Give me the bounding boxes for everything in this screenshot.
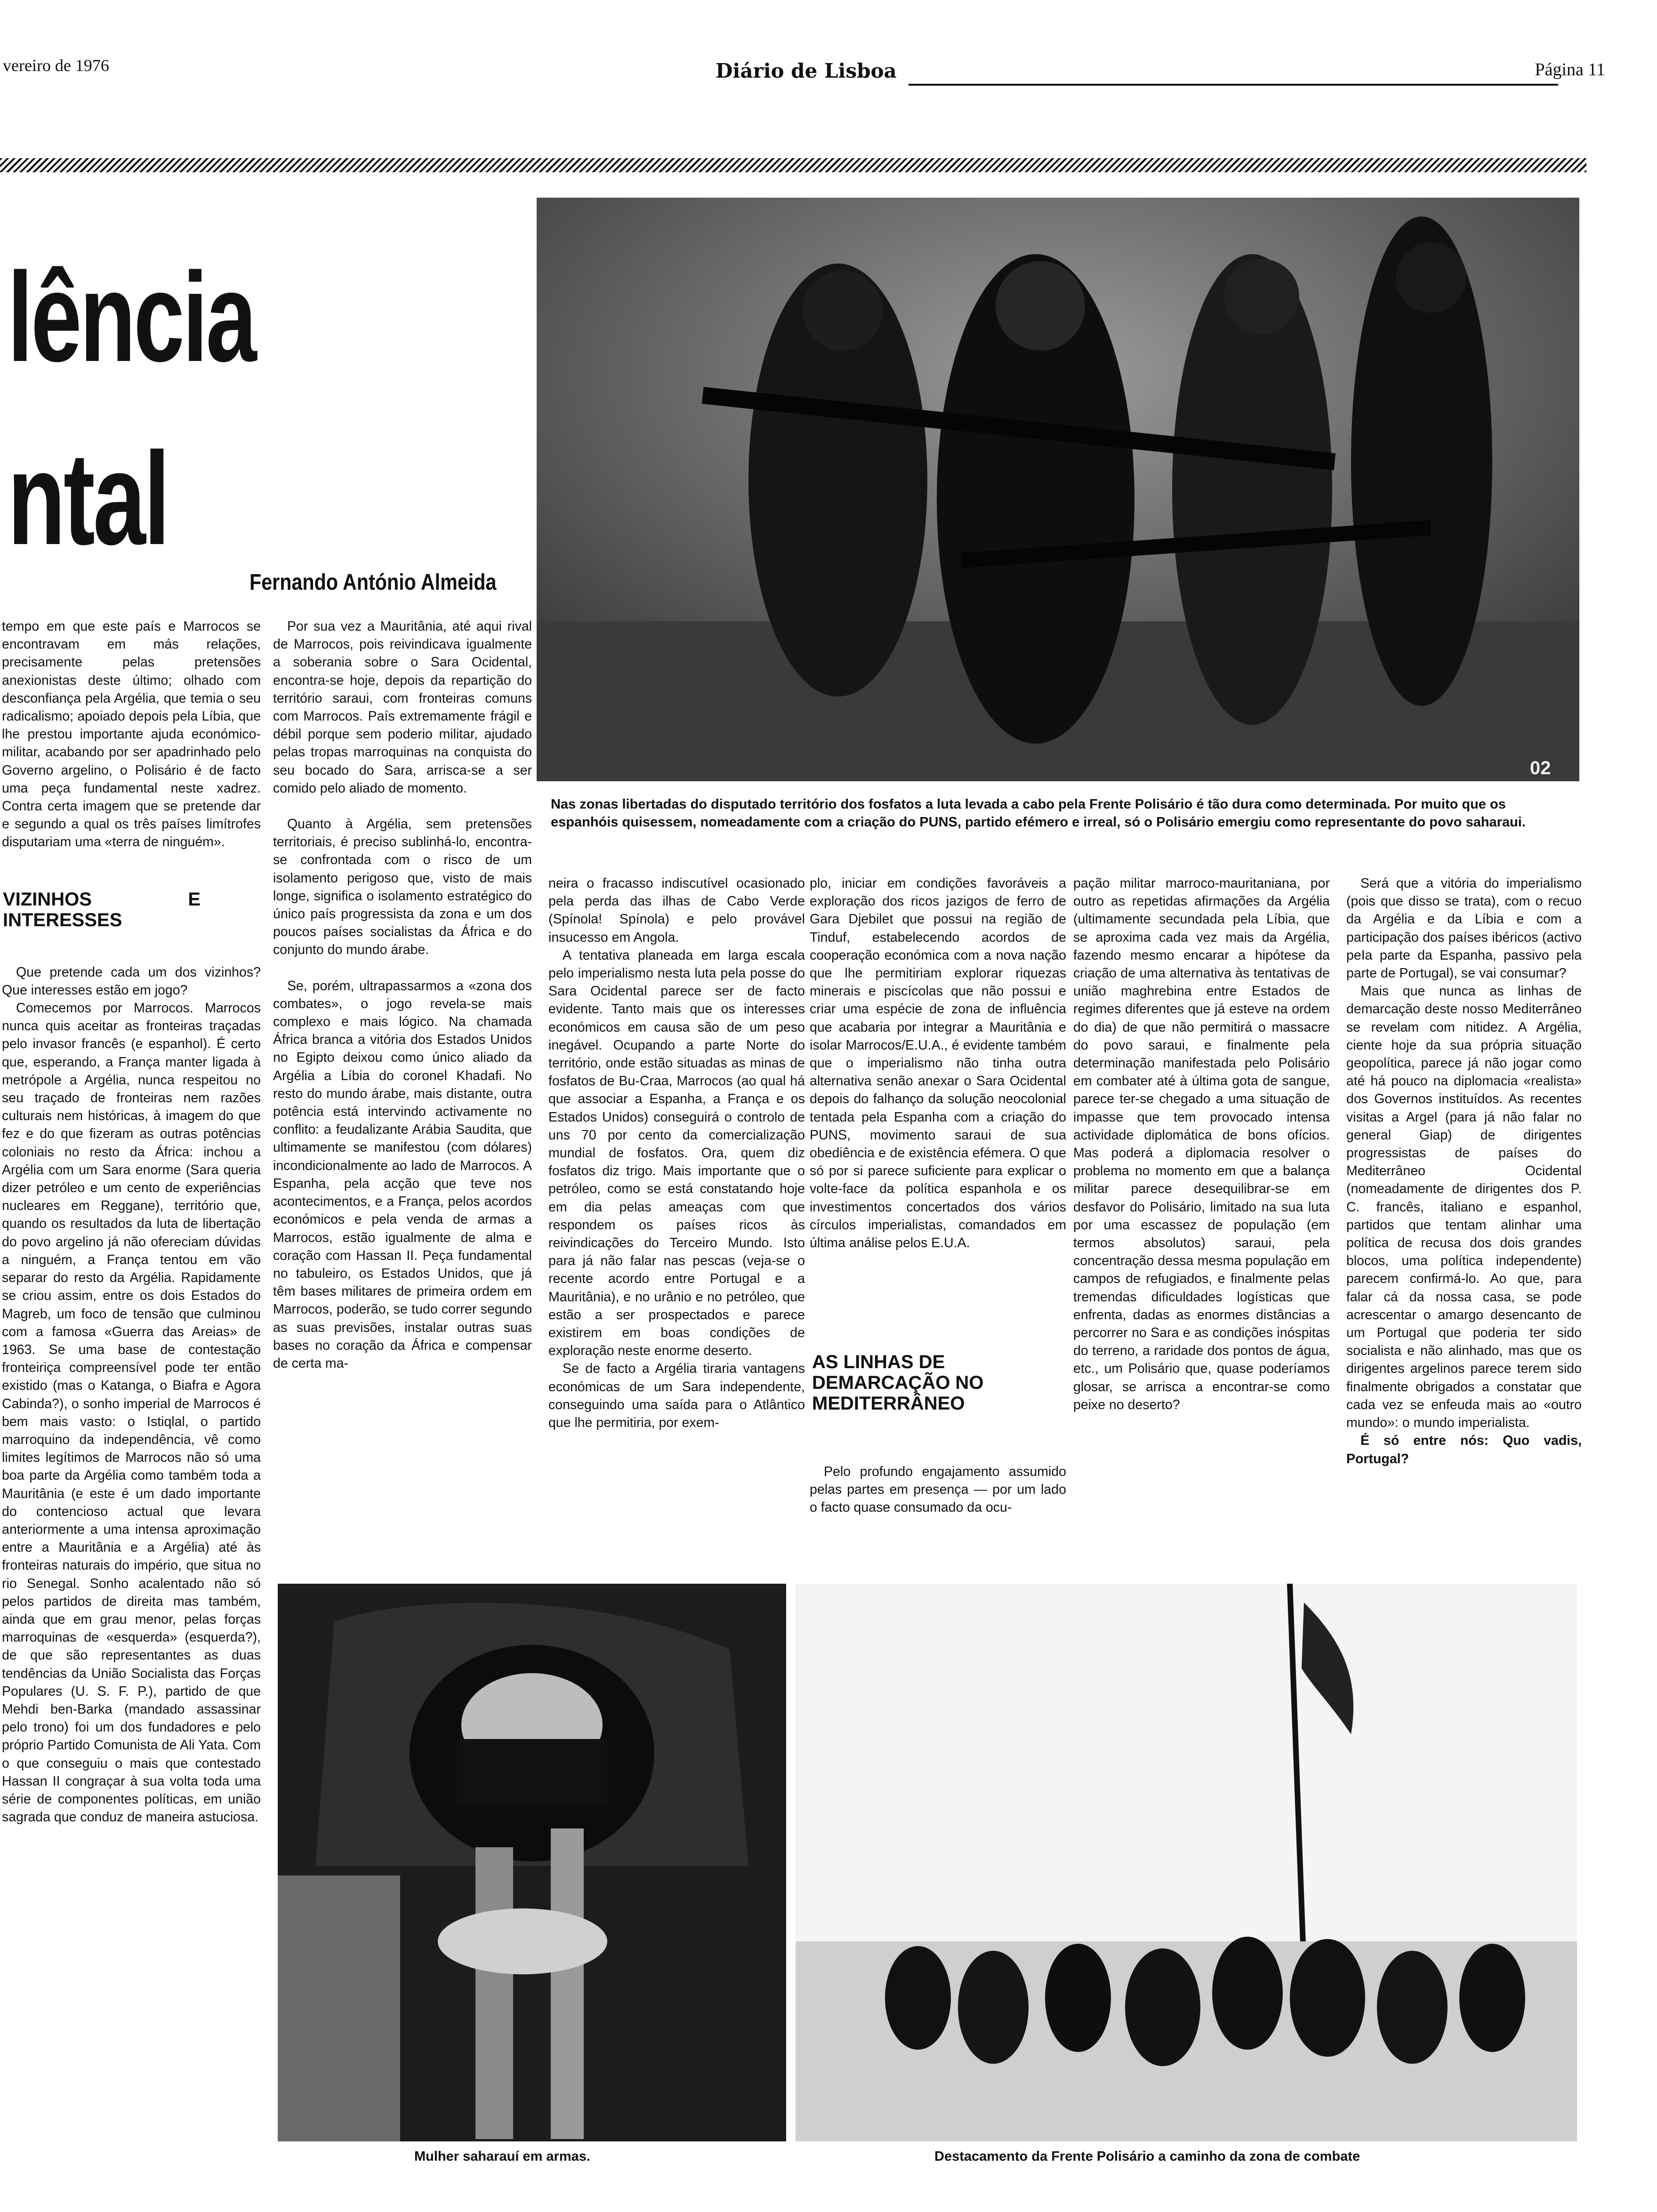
headline-line-2: ntal — [8, 425, 169, 572]
paragraph: Será que a vitória do imperialismo (pois que disso se trata), com o recuo da Argélia e da Líbia e com a participação dos países ibéricos (activo peIa parte da Espanha, passivo pela parte de Portugal), se vai consumar? — [1346, 876, 1582, 981]
text-column-6 — [1346, 874, 1582, 1590]
paragraph: Mais que nunca as linhas de demarcação deste nosso Mediterrâneo se revelam com nitidez. A Argélia, ciente hoje da sua própria situação geopolítica, parece já não jogar como até há pouco na diplomacia «realista» dos Governos instituídos. As recentes visitas a Argel (para já não falar no general Giap) de dirigentes progressistas de países do Mediterrâneo Ocidental (nomeadamente de dirigentes dos P. C. francês, italiano e espanhol, partidos que tentam alinhar uma política de recusa dos dois grandes blocos, uma política independente) parecem confirmá-lo. Ao que, para falar cá da nossa casa, se pode acrescentar o amargo desencanto de um Portugal que poderia ter sido socialista e não alinhado, mas que os dirigentes argelinos parece terem sido finalmente obrigados a constatar que cada vez se enfeuda mais ao «outro mundo»: o mundo imperialista. — [1346, 984, 1582, 1431]
text-column-4 — [810, 874, 1066, 1265]
paragraph: Que pretende cada um dos vizinhos? Que interesses estão em jogo? — [2, 964, 261, 998]
photo-fighters — [537, 198, 1579, 781]
paragraph: Comecemos por Marrocos. Marrocos nunca quis aceitar as fronteiras traçadas pelo invasor francês (e espanhol). É certo que, esperando, a França manter ligada à metrópole a Argélia, nunca respeitou no seu traçado de fronteiras nem razões culturais nem históricas, à imagem do que fez e do que fizeram as outras potências coloniais no resto da África: inchou a Argélia com um Sara enorme (Sara queria dizer petróleo e um cento de experiências nucleares em Reggane), território que, quando os resultados da luta de libertação do povo argelino já não ofereciam dúvidas a ninguém, a França tentou em vão separar do resto da Argélia. Rapidamente se criou assim, entre os dois Estados do Magreb, um foco de tensão que culminou com a famosa «Guerra das Areias» de 1963. Se uma base de contestação fronteiriça compreensível pode ter então existido (mas o Katanga, o Biafra e Agora Cabinda?), o sonho imperial de Marrocos é bem mais vasto: o Istiqlal, o partido marroquino da independência, vê como limites legítimos de Marrocos não só uma boa parte da Argélia como também toda a Mauritânia (e este é um dado importante do contencioso actual que levara anteriormente a uma intensa aproximação entre a Mauritânia e a Argélia) até às fronteiras naturais do império, que situa no rio Senegal. Sonho acalentado não só pelos partidos de direita mas também, ainda que em grau menor, pelas forças marroquinas de «esquerda» (esquerda?), de que são representantes as duas tendências da União Socialista das Forças Populares (U. S. F. P.), partido de que Mehdi ben-Barka (mandado assassinar pelo trono) foi um dos fundadores e pelo próprio Partido Comunista de Ali Yata. Com o que conseguiu o mais que contestado Hassan II congraçar à sua volta toda uma série de componentes políticas, em união sagrada que conduz de maneira astuciosa. — [2, 1001, 261, 1825]
paragraph: Se, porém, ultrapassarmos a «zona dos combates», o jogo revela-se mais complexo e mais lógico. Na chamada África branca a vitória dos Estados Unidos no Egipto deixou como único aliado da Argélia a Líbia do coronel Khadafi. No resto do mundo árabe, mais distante, outra potência está intervindo activamente no conflito: a feudalizante Arábia Saudita, que ultimamente se manifestou (com dólares) incondicionalmente ao lado de Marrocos. A Espanha, pela acção que teve nos acontecimentos, e a França, pelos acordos económicos e pela venda de armas a Marrocos, estão igualmente de alma e coração com Hassan II. Peça fundamental no tabuleiro, os Estados Unidos, que já têm bases militares de primeira ordem em Marrocos, poderão, se tudo correr segundo as suas previsões, instalar outras suas bases no coração da África e compensar de certa ma- — [273, 978, 532, 1371]
headline-line-1: lência — [8, 247, 255, 388]
paragraph: tempo em que este país e Marrocos se encontravam em más relações, precisamente pelas pretensões anexionistas deste último; olhado com desconfiança pela Argélia, que temia o seu radicalismo; apoiado depois pela Líbia, que lhe prestou importante ajuda económico-militar, acabando por ser apadrinhado pelo Governo argelino, o Polisário é de facto uma peça fundamental neste xadrez. Contra certa imagem que se pretende dar e segundo a qual os três países limítrofes disputariam uma «terra de ninguém». — [2, 619, 261, 850]
paragraph: Quanto à Argélia, sem pretensões territoriais, é preciso sublinhá-lo, encontra-se confrontada com o risco de um isolamento perigoso que, visto de mais longe, significa o isolamento estratégico do único país progressista da zona e um dos poucos países socialistas da África e do conjunto do mundo árabe. — [273, 817, 532, 958]
paragraph: Pelo profundo engajamento assumido pelas partes em presença — por um lado o facto quase consumado da ocu- — [810, 1464, 1066, 1515]
paragraph: Por sua vez a Mauritânia, até aqui rival de Marrocos, pois reivindicava igualmente a soberania sobre o Sara Ocidental, encontra-se hoje, depois da repartição do território saraui, com fronteiras comuns com Marrocos. País extremamente frágil e débil porque sem poderio militar, ajudado pelas tropas marroquinas na conquista do seu bocado do Sara, arrisca-se a ser comido pelo aliado de momento. — [273, 619, 532, 796]
caption-top-photo: Nas zonas libertadas do disputado território dos fosfatos a luta levada a cabo pela Frente Polisário é tão dura como determinada. Por muito que os espanhóis quisessem, nomeadamente com a criação do PUNS, partido efémero e irreal, só o Polisário emergiu como representante do povo saharaui. — [551, 797, 1526, 830]
decorative-hatch-band — [0, 158, 1586, 172]
paragraph: É só entre nós: Quo vadis, Portugal? — [1346, 1433, 1582, 1467]
caption-bottom-right: Destacamento da Frente Polisário a caminho da zona de combate — [934, 2149, 1360, 2164]
newspaper-title: Diário de Lisboa — [716, 59, 897, 82]
paragraph: A tentativa planeada em larga escala pelo imperialismo nesta luta pela posse do Sara Ocidental parece ser de facto evidente. Tanto mais que os interesses económicos em causa são de um peso inegável. Ocupando a parte Norte do território, onde estão situadas as minas de fosfatos de Bu-Craa, Marrocos (ao qual há que associar a Espanha, a França e os Estados Unidos) conseguirá o controlo de uns 70 por cento da comercialização mundial de fosfatos. Ora, quem diz fosfatos diz trigo. Mais importante que o petróleo, como se está constatando hoje em dia pelas ameaças com que respondem os países ricos às reivindicações do Terceiro Mundo. Isto para já não falar nas pescas (veja-se o recente acordo entre Portugal e a Mauritânia), e no urânio e no petróleo, que estão a ser prospectados e parece existirem em boas condições de exploração neste enorme deserto. — [548, 947, 805, 1359]
paragraph: plo, iniciar em condições favoráveis a exploração dos ricos jazigos de ferro de Gara Djebilet que possui na região de Tinduf, estabelecendo acordos de cooperação económica com a nova nação que lhe permitiriam explorar riquezas minerais e piscícolas que não possui e criar uma espécie de zona de influência que acabaria por integrar a Mauritânia e isolar Marrocos/E.U.A., é evidente também que o imperialismo não tinha outra alternativa senão anexar o Sara Ocidental depois do falhanço da solução neocolonial tentada pela Espanha com a criação do PUNS, movimento saraui de sua obediência e de existência efémera. O que só por si parece suficiente para explicar o volte-face da política espanhola e os investimentos concertados dos vários círculos imperialistas, comandados em última análise pelos E.U.A. — [810, 876, 1066, 1251]
header-rule — [909, 84, 1558, 86]
subhead-linhas-demarcacao: AS LINHAS DE DEMARCAÇÃO NO MEDITERRÂNEO — [812, 1352, 984, 1414]
text-column-5 — [1073, 874, 1330, 1590]
text-column-4-continued — [810, 1463, 1066, 1590]
photo-detachment — [796, 1584, 1577, 2141]
page-date: vereiro de 1976 — [3, 56, 109, 75]
photo-mark: 02 — [1530, 758, 1551, 778]
page-number: Página 11 — [1535, 60, 1605, 80]
text-column-3 — [548, 874, 805, 1580]
paragraph: neira o fracasso indiscutível ocasionado pela perda das ilhas de Cabo Verde (Spínola! Spínola) e pelo provável insucesso em Angola. — [548, 876, 805, 945]
byline: Fernando António Almeida — [249, 570, 497, 595]
caption-bottom-left: Mulher saharauí em armas. — [414, 2149, 590, 2164]
text-column-2 — [273, 617, 532, 1587]
photo-woman-armed — [278, 1584, 786, 2141]
subhead-vizinhos: VIZINHOS E INTERESSES — [3, 889, 201, 930]
text-column-1 — [2, 617, 261, 2189]
paragraph: pação militar marroco-mauritaniana, por outro as repetidas afirmações da Argélia (ultimamente secundada pela Líbia, que se aproxima cada vez mais da Argélia, fazendo mesmo encarar a hipótese da criação de uma alternativa às tentativas de união maghrebina entre Estados de regimes diferentes que já esteve na ordem do dia) de que não permitirá o massacre do povo saraui, e finalmente pela determinação manifestada pelo Polisário em combater até à última gota de sangue, parece ter-se chegado a uma situação de impasse que tem provocado intensa actividade diplomática de bons ofícios. Mas poderá a diplomacia resolver o problema no momento em que a balança militar parece desequilibrar-se em desfavor do Polisário, limitado na sua luta por uma escassez de população (em termos absolutos) saraui, pela concentração dessa mesma população em campos de refugiados, e finalmente pelas tremendas dificuldades logísticas que enfrenta, dadas as enormes distâncias a percorrer no Sara e as condições inóspitas do terreno, a raridade dos pontos de água, etc., um Polisário que, quase poderíamos glosar, se arrisca a encontrar-se como peixe no deserto? — [1073, 876, 1330, 1412]
paragraph: Se de facto a Argélia tiraria vantagens económicas de um Sara independente, conseguindo uma saída para o Atlântico que lhe permitiria, por exem- — [548, 1361, 805, 1431]
